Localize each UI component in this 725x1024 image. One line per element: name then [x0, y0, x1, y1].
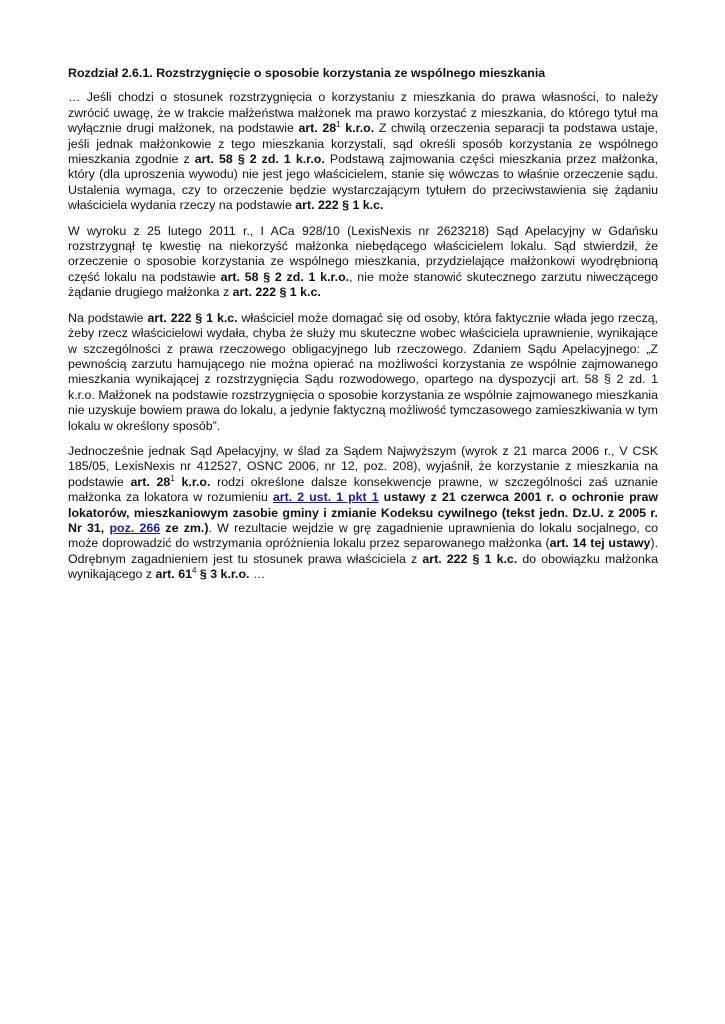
p2-ref-art-222: art. 222 § 1 k.c.: [232, 285, 321, 300]
p4-text-1: Jednocześnie jednak Sąd Apelacyjny, w ślad za Sądem Najwyższym (wyrok z 21 marca 2006 r., V CSK 185/05, LexisNexis nr 412527, OSNC 2006, nr 12, poz. 208), wyjaśnił, że korzystanie z mieszkania na podstawie: [68, 443, 658, 489]
p2-text-1: W wyroku z 25 lutego 2011 r., I ACa 928/10 (LexisNexis nr 2623218) Sąd Apelacyjny w Gdańsku rozstrzygnął tę kwestię na niekorzyść małżonka niebędącego właścicielem lokalu. Sąd stwierdził, że orzeczenie o sposobie korzystania ze wspólnego mieszkania, przydzielające małżonkowi wyodrębnioną część lokalu na podstawie: [68, 223, 658, 284]
p4-ref-art-222: art. 222 § 1 k.c.: [422, 551, 518, 566]
paragraph-3: [68, 311, 658, 434]
p1-ref-kro: k.r.o.: [340, 121, 375, 136]
p4-ref-art-61: art. 61: [155, 567, 192, 582]
p4-ref-ze-zm: ze zm.): [160, 520, 209, 535]
p4-ref-art-28: art. 28: [130, 474, 171, 489]
p3-ref-art-222: art. 222 § 1 k.c.: [147, 310, 238, 325]
p1-ref-art-222: art. 222 § 1 k.c.: [295, 198, 384, 213]
p4-ref-sup-1: 1: [170, 473, 175, 483]
p4-text-4: ). Odrębnym zagadnieniem jest tu stosunek prawa właściciela z: [68, 536, 659, 566]
p4-text-6: …: [249, 567, 266, 582]
p1-ref-art-28: art. 28: [298, 121, 337, 136]
p4-ref-kro: k.r.o.: [174, 474, 211, 489]
p4-text-3: . W rezultacie wejdzie w grę zagadnienie uprawnienia do lokalu socjalnego, co może doprowadzić do wstrzymania opróżnienia lokalu przez separowanego małżonka (: [68, 520, 658, 551]
p1-text-1: … Jeśli chodzi o stosunek rozstrzygnięcia o korzystaniu z mieszkania do prawa własności, to należy zwrócić uwagę, że w trakcie małżeństwa małżonek ma prawo korzystać z mieszkania, do którego tytuł ma wyłącznie drugi małżonek, na podstawie: [68, 90, 658, 136]
p4-ref-art-14: art. 14 tej ustawy: [549, 536, 651, 551]
link-poz-266[interactable]: poz. 266: [109, 520, 161, 535]
p1-ref-sup: 1: [336, 120, 341, 130]
paragraph-1: [68, 90, 658, 213]
p1-ref-art-58: art. 58 § 2 zd. 1 k.r.o.: [194, 152, 325, 167]
p4-ref-ustawa: ustawy z 21 czerwca 2001 r. o ochronie praw lokatorów, mieszkaniowym zasobie gminy i zmianie Kodeksu cywilnego (tekst jedn. Dz.U. z 2005 r. Nr 31,: [68, 490, 658, 535]
paragraph-4: [68, 444, 658, 583]
p3-text-2: właściciel może domagać się od osoby, która faktycznie włada jego rzeczą, żeby rzecz właścicielowi wydała, chyba że służy mu skuteczne wobec właściciela uprawnienie, wynikające w szczególności z prawa rzeczowego obligacyjnego lub rzeczowego. Zdaniem Sądu Apelacyjnego: „Z pewnością zarzutu hamującego nie można opierać na możliwości korzystania ze wspólnie zajmowanego mieszkania wynikającej z rozstrzygnięcia Sądu rozwodowego, opartego na dyspozycji art. 58 § 2 zd. 1 k.r.o. Małżonek na podstawie rozstrzygnięcia o sposobie korzystania ze wspólnie zajmowanego mieszkania nie uzyskuje bowiem prawa do lokalu, a jedynie faktyczną możliwość tymczasowego zamieszkiwania w tym lokalu w określony sposób”.: [68, 310, 658, 433]
p4-text-2: rodzi określone dalsze konsekwencje prawne, w szczególności zaś uznanie małżonka za lokatora w rozumieniu: [68, 474, 658, 505]
paragraph-2: [68, 224, 658, 301]
p3-text-1: Na podstawie: [68, 310, 148, 325]
link-art-2-ust-1-pkt-1[interactable]: art. 2 ust. 1 pkt 1: [272, 490, 379, 505]
p2-ref-art-58: art. 58 § 2 zd. 1 k.r.o.: [220, 269, 350, 284]
document-page: [68, 66, 658, 593]
p4-ref-par-3-kro: § 3 k.r.o.: [196, 567, 250, 582]
chapter-title: Rozdział 2.6.1. Rozstrzygnięcie o sposobie korzystania ze wspólnego mieszkania: [68, 66, 546, 80]
p1-text-2: Z chwilą orzeczenia separacji ta podstawa ustaje, jeśli jednak małżonkowie z tego mieszkania korzystali, sąd określi sposób korzystania ze wspólnego mieszkania zgodnie z: [68, 121, 658, 167]
p4-ref-sup-2: 4: [191, 566, 197, 576]
p1-text-3: Podstawą zajmowania części mieszkania przez małżonka, który (dla uproszenia wywodu) nie jest jego właścicielem, stanie się wówczas to właśnie orzeczenie sądu. Ustalenia wymaga, czy to orzeczenie będzie wystarczającym tytułem do przeciwstawienia się żądaniu właściciela wydania rzeczy na podstawie: [68, 152, 659, 213]
p4-text-5: do obowiązku małżonka wynikającego z: [68, 551, 658, 582]
p2-text-2: , nie może stanowić skutecznego zarzutu niweczącego żądanie drugiego małżonka z: [68, 269, 658, 300]
